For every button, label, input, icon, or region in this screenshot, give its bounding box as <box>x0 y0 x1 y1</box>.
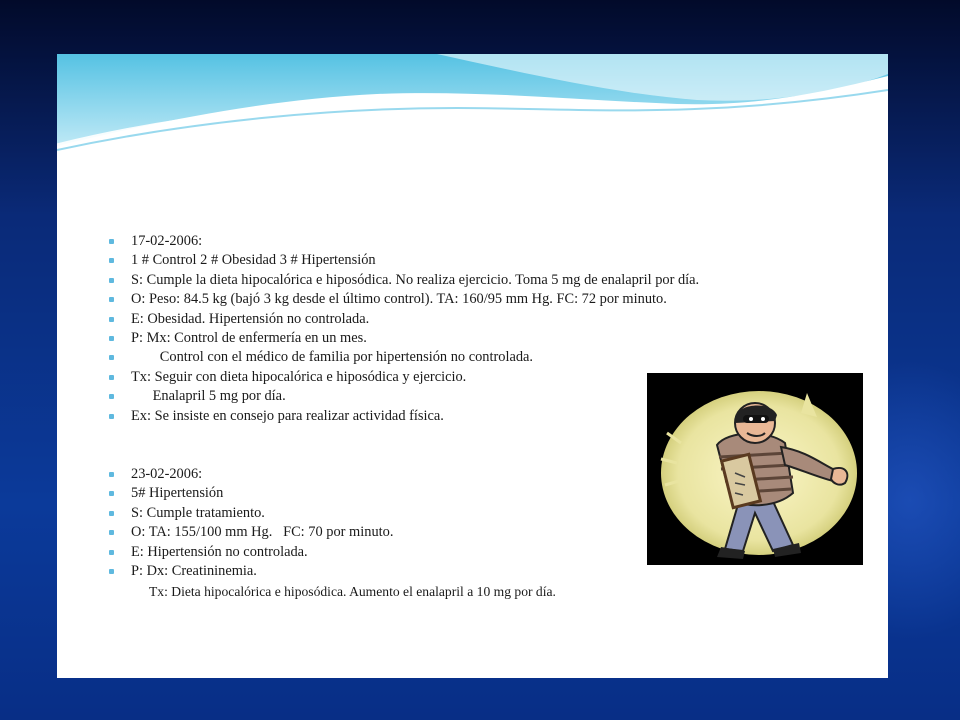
first-entry-list <box>107 232 707 426</box>
bullet-icon <box>109 278 114 283</box>
list-item: P: Dx: Creatininemia. <box>107 562 707 581</box>
list-item: 1 # Control 2 # Obesidad 3 # Hipertensión <box>107 251 707 270</box>
header-wave <box>57 54 888 164</box>
burglar-clipart <box>647 373 863 565</box>
list-item: 23-02-2006: <box>107 465 707 484</box>
notes-content <box>107 232 707 601</box>
bullet-icon <box>109 530 114 535</box>
list-item: O: Peso: 84.5 kg (bajó 3 kg desde el último control). TA: 160/95 mm Hg. FC: 72 por minuto. <box>107 290 707 309</box>
treatment-line: Tx: Dieta hipocalórica e hiposódica. Aumento el enalapril a 10 mg por día. <box>149 583 556 599</box>
list-item: Ex: Se insiste en consejo para realizar actividad física. <box>107 407 707 426</box>
bullet-icon <box>109 472 114 477</box>
bullet-icon <box>109 297 114 302</box>
bullet-icon <box>109 355 114 360</box>
list-item: P: Mx: Control de enfermería en un mes. <box>107 329 707 348</box>
second-entry-list <box>107 465 707 581</box>
slide <box>57 54 888 678</box>
bullet-icon <box>109 239 114 244</box>
bullet-icon <box>109 336 114 341</box>
spacer <box>107 426 707 465</box>
bullet-icon <box>109 317 114 322</box>
bullet-icon <box>109 511 114 516</box>
list-item: 5# Hipertensión <box>107 484 707 503</box>
list-item: O: TA: 155/100 mm Hg. FC: 70 por minuto. <box>107 523 707 542</box>
list-item: E: Obesidad. Hipertensión no controlada. <box>107 310 707 329</box>
bullet-icon <box>109 569 114 574</box>
list-item: Tx: Seguir con dieta hipocalórica e hiposódica y ejercicio. <box>107 368 707 387</box>
list-item: Control con el médico de familia por hipertensión no controlada. <box>107 348 707 367</box>
list-item: S: Cumple tratamiento. <box>107 504 707 523</box>
bullet-icon <box>109 414 114 419</box>
bullet-icon <box>109 394 114 399</box>
bullet-icon <box>109 375 114 380</box>
list-item: 17-02-2006: <box>107 232 707 251</box>
burglar-icon <box>647 373 863 565</box>
bullet-icon <box>109 258 114 263</box>
list-item: S: Cumple la dieta hipocalórica e hiposódica. No realiza ejercicio. Toma 5 mg de enalapril por día. <box>107 271 707 290</box>
list-item: E: Hipertensión no controlada. <box>107 543 707 562</box>
bullet-icon <box>109 550 114 555</box>
bullet-icon <box>109 491 114 496</box>
list-item: Enalapril 5 mg por día. <box>107 387 707 406</box>
